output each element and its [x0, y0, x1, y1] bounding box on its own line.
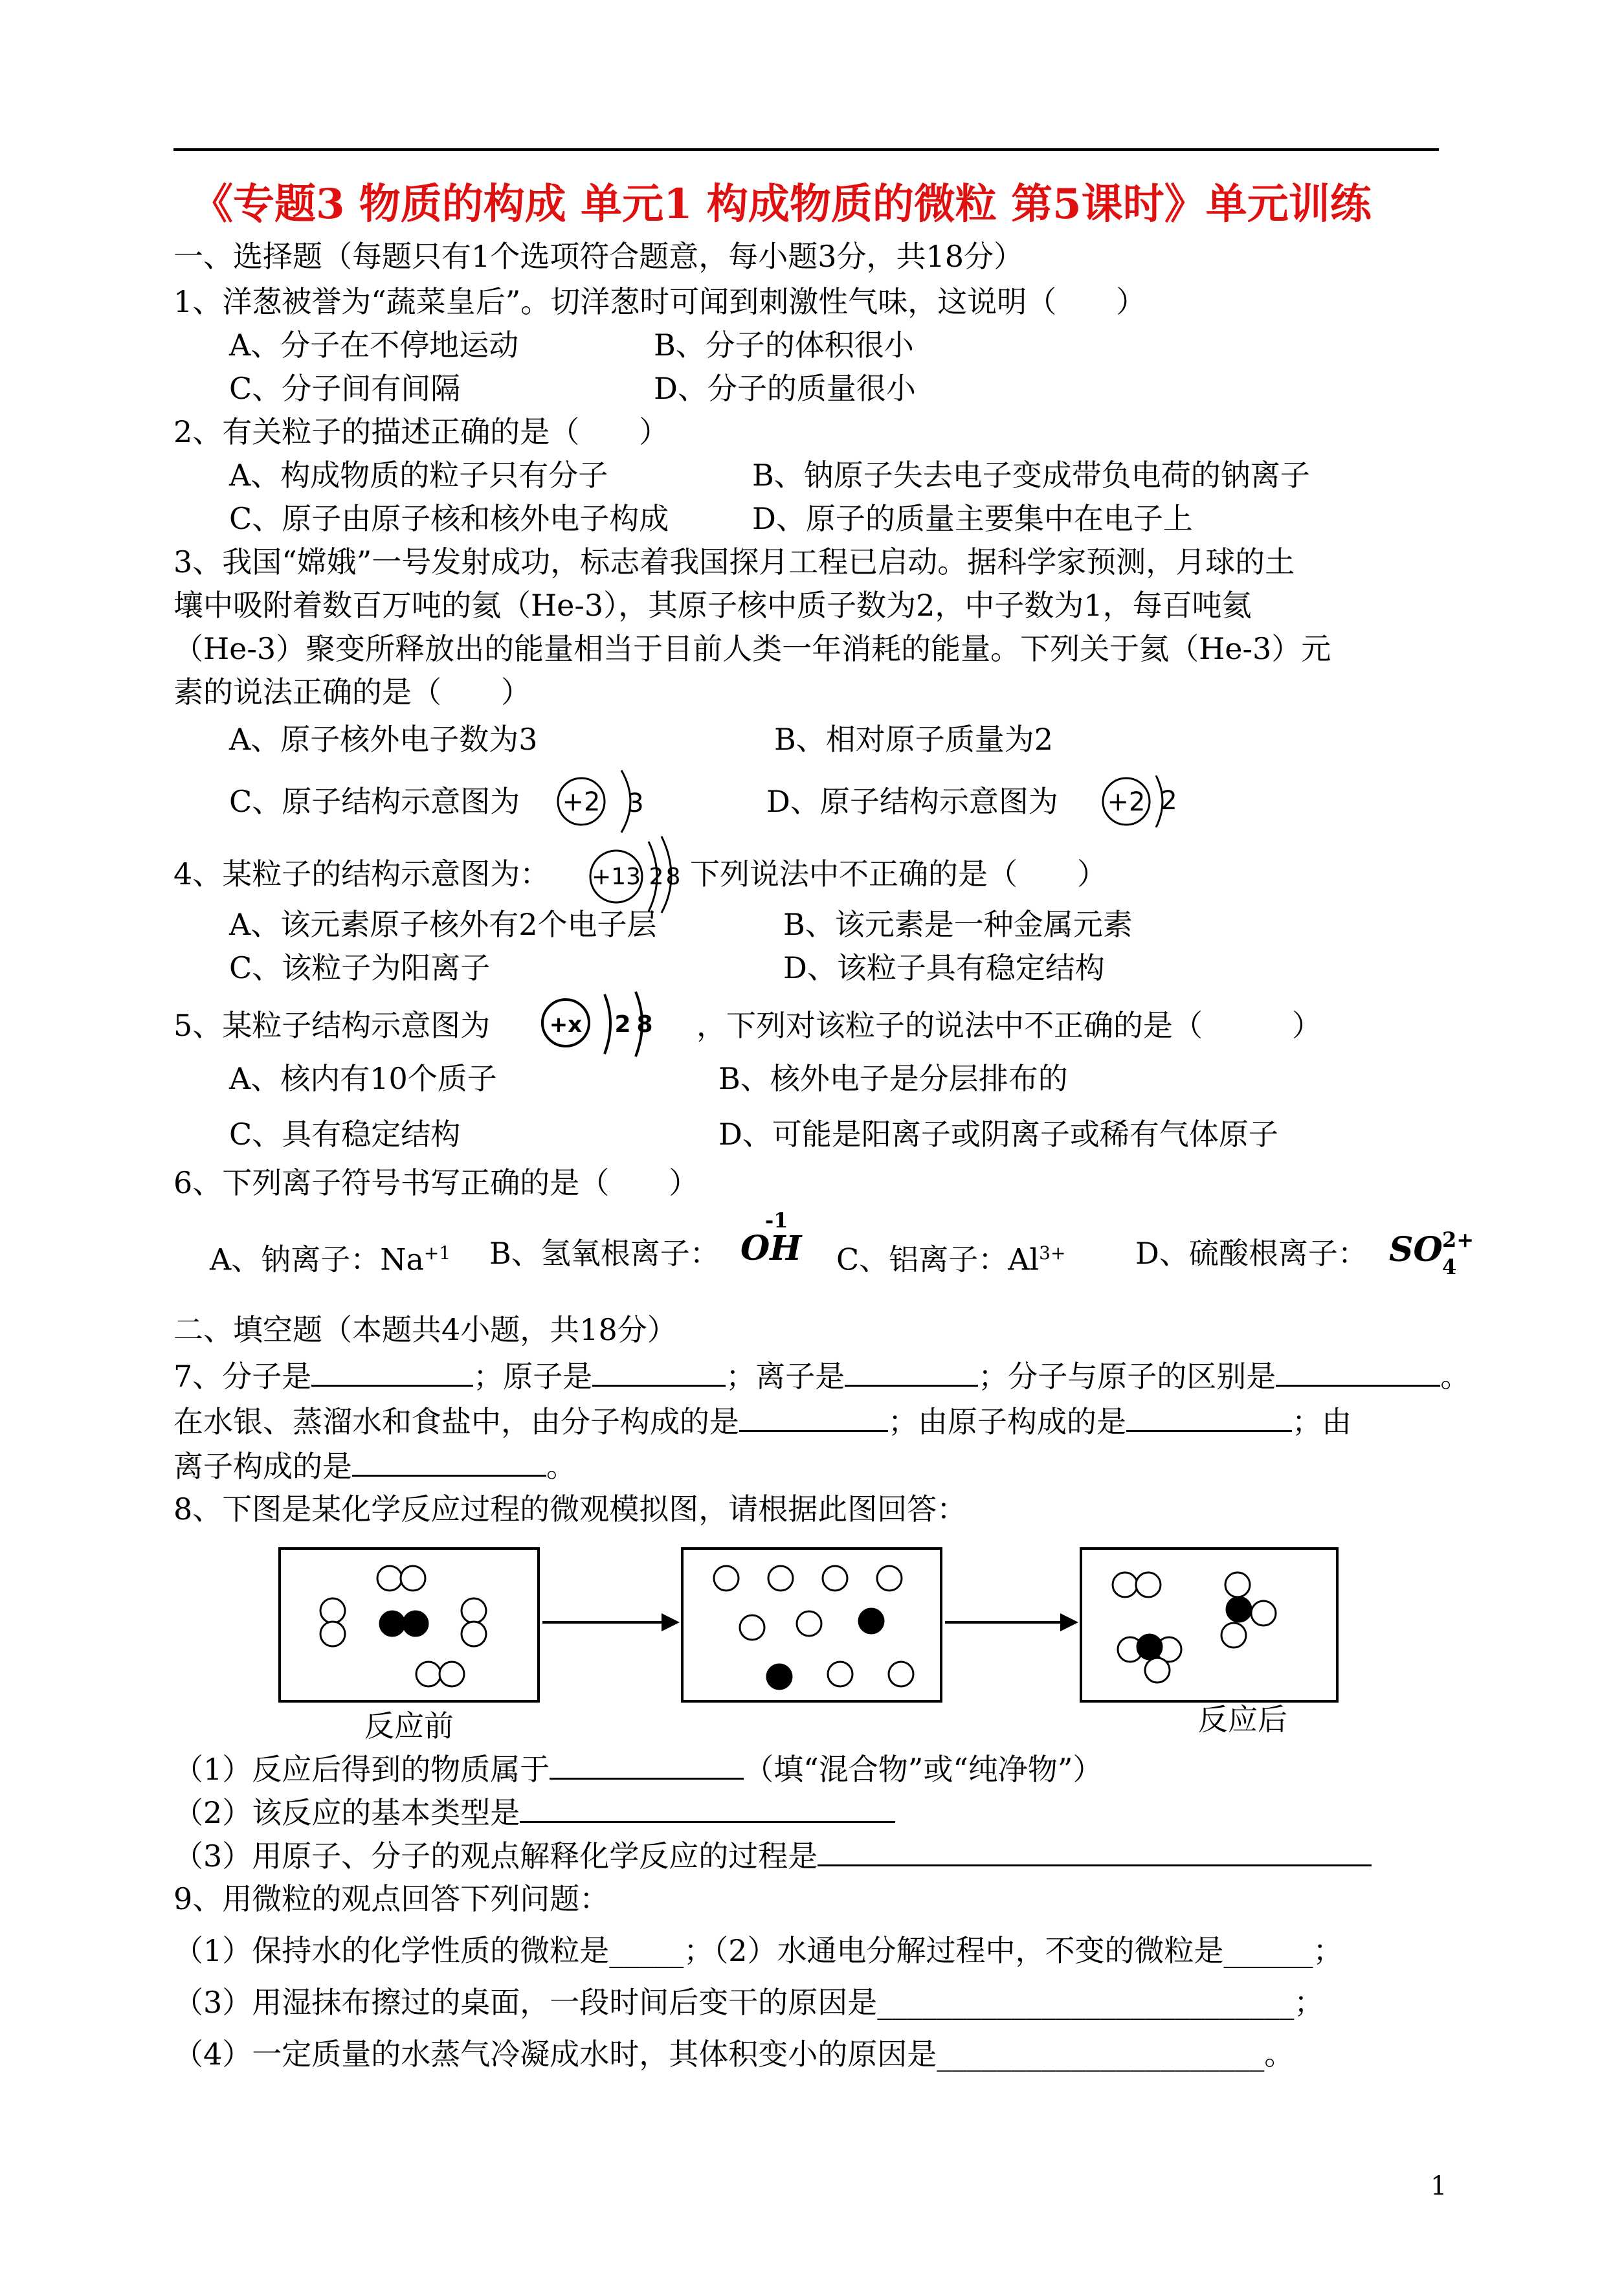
- q7-text-8: ；由: [1292, 1404, 1351, 1439]
- q1-option-c: C、分子间有间隔: [229, 371, 461, 406]
- q8-sub-2: [173, 1791, 895, 1832]
- q5-shell2-label: 8: [636, 1011, 653, 1038]
- q7-text-9: 离子构成的是: [173, 1449, 352, 1484]
- q1-option-d: D、分子的质量很小: [654, 371, 916, 406]
- top-rule: [173, 148, 1439, 151]
- q5-shell1-label: 2: [614, 1011, 631, 1038]
- q6-option-d-charge: 2+: [1442, 1227, 1474, 1252]
- q5-nucleus-label: +x: [549, 1012, 583, 1038]
- q9-sub-1-2: （1）保持水的化学性质的微粒是_____；（2）水通电分解过程中，不变的微粒是______；: [173, 1933, 1343, 1968]
- q2-option-c: C、原子由原子核和核外电子构成: [229, 501, 669, 536]
- q3-line-2: 壤中吸附着数百万吨的氦（He-3），其原子核中质子数为2，中子数为1，每百吨氦: [173, 588, 1252, 623]
- q1-stem: 1、洋葱被誉为“蔬菜皇后”。切洋葱时可闻到刺激性气味，这说明（ ）: [173, 284, 1146, 319]
- q1-option-b: B、分子的体积很小: [654, 328, 914, 363]
- q6-option-b-formula: OH: [740, 1229, 802, 1268]
- q5-option-c: C、具有稳定结构: [229, 1117, 461, 1152]
- q3-c-nucleus-label: +2: [562, 787, 601, 817]
- q8-sub-2-text: （2）该反应的基本类型是: [173, 1795, 520, 1830]
- arrow-icon: [1060, 1613, 1078, 1631]
- q7-blank-atomic[interactable]: [1126, 1400, 1292, 1432]
- q6-option-d-label: D、硫酸根离子：: [1135, 1236, 1368, 1271]
- q7-line-2: [173, 1400, 1351, 1441]
- q6-option-a-charge: +1: [423, 1242, 451, 1264]
- q7-text-4: ；分子与原子的区别是: [978, 1359, 1276, 1394]
- q4-shell2-label: 8: [665, 864, 681, 890]
- q7-blank-molecule[interactable]: [311, 1355, 473, 1387]
- q7-line-3: [173, 1445, 576, 1486]
- q2-option-d: D、原子的质量主要集中在电子上: [752, 501, 1193, 536]
- q7-blank-ionic[interactable]: [352, 1445, 546, 1477]
- q3-option-b: B、相对原子质量为2: [774, 722, 1054, 757]
- q8-blank-2[interactable]: [520, 1791, 895, 1823]
- q7-text-6: 在水银、蒸溜水和食盐中，由分子构成的是: [173, 1404, 739, 1439]
- q5-option-b: B、核外电子是分层排布的: [718, 1061, 1068, 1096]
- q7-blank-difference[interactable]: [1276, 1355, 1440, 1387]
- arrow-icon: [662, 1613, 680, 1631]
- q4-stem-start: 4、某粒子的结构示意图为：: [173, 856, 550, 891]
- section-heading-fill: 二、填空题（本题共4小题，共18分）: [173, 1312, 677, 1347]
- q7-blank-molecular[interactable]: [739, 1400, 888, 1432]
- q9-sub-4: （4）一定质量的水蒸气冷凝成水时，其体积变小的原因是______________________。: [173, 2037, 1295, 2072]
- page-title: 《专题3 物质的构成 单元1 构成物质的微粒 第5课时》单元训练: [192, 180, 1372, 229]
- q6-option-c-charge: 3+: [1039, 1242, 1066, 1264]
- q8-sub-3: [173, 1835, 1372, 1875]
- q5-option-a: A、核内有10个质子: [229, 1061, 497, 1096]
- q4-stem-end: 下列说法中不正确的是（ ）: [690, 856, 1107, 891]
- q9-sub-3: （3）用湿抹布擦过的桌面，一段时间后变干的原因是____________________________；: [173, 1985, 1324, 2020]
- q4-ion-diagram: [583, 830, 693, 914]
- q7-line-1: [173, 1355, 1470, 1396]
- q5-stem-end: ，下列对该粒子的说法中不正确的是（ ）: [696, 1008, 1322, 1043]
- q8-sub-1: [173, 1748, 1102, 1789]
- q8-blank-3[interactable]: [818, 1835, 1372, 1866]
- q5-stem-start: 5、某粒子结构示意图为: [173, 1008, 491, 1043]
- q3-d-atom-diagram: [1091, 764, 1182, 835]
- q3-c-shell-label: 3: [627, 789, 644, 818]
- q1-option-a: A、分子在不停地运动: [229, 328, 519, 363]
- q4-nucleus-label: +13: [592, 864, 641, 890]
- before-molecules: [320, 1566, 486, 1686]
- q3-option-d: D、原子结构示意图为: [766, 784, 1058, 819]
- q6-option-a-label: A、钠离子：Na: [210, 1242, 424, 1277]
- q8-sub-1-hint: （填“混合物”或“纯净物”）: [744, 1752, 1103, 1787]
- q3-line-3: （He-3）聚变所释放出的能量相当于目前人类一年消耗的能量。下列关于氦（He-3）元: [173, 631, 1331, 666]
- q7-text-7: ；由原子构成的是: [888, 1404, 1126, 1439]
- q6-option-d-formula: SO: [1389, 1230, 1443, 1270]
- q7-text-2: ；原子是: [473, 1359, 593, 1394]
- q4-option-b: B、该元素是一种金属元素: [783, 907, 1133, 942]
- q9-stem: 9、用微粒的观点回答下列问题：: [173, 1881, 610, 1916]
- label-before: 反应前: [364, 1708, 454, 1743]
- q7-text-5: 。: [1440, 1359, 1471, 1394]
- q3-option-a: A、原子核外电子数为3: [229, 722, 538, 757]
- page-number: 1: [1430, 2171, 1447, 2201]
- q5-particle-diagram: [535, 989, 664, 1060]
- q3-d-shell-label: 2: [1161, 786, 1177, 816]
- q4-option-d: D、该粒子具有稳定结构: [783, 950, 1105, 985]
- q6-option-c-label: C、铝离子：Al: [836, 1242, 1040, 1277]
- q5-option-d: D、可能是阳离子或阴离子或稀有气体原子: [718, 1117, 1278, 1152]
- q7-text-10: 。: [546, 1449, 576, 1484]
- q2-stem: 2、有关粒子的描述正确的是（ ）: [173, 414, 669, 449]
- q7-text-1: 7、分子是: [173, 1359, 312, 1394]
- label-after: 反应后: [1198, 1702, 1287, 1737]
- q3-c-atom-diagram: [524, 764, 654, 835]
- q8-stem: 8、下图是某化学反应过程的微观模拟图，请根据此图回答：: [173, 1492, 967, 1527]
- q2-option-b: B、钠原子失去电子变成带负电荷的钠离子: [752, 458, 1310, 493]
- q8-sub-3-text: （3）用原子、分子的观点解释化学反应的过程是: [173, 1839, 818, 1874]
- q3-line-4: 素的说法正确的是（ ）: [173, 675, 531, 710]
- q6-option-a: [210, 1234, 450, 1279]
- q6-option-d-subscript: 4: [1442, 1255, 1457, 1279]
- q6-option-b-overscript: -1: [765, 1208, 788, 1233]
- after-molecules: [1113, 1572, 1276, 1683]
- q6-option-b-label: B、氢氧根离子：: [489, 1236, 720, 1271]
- q7-blank-atom[interactable]: [592, 1355, 726, 1387]
- q3-d-nucleus-label: +2: [1107, 787, 1146, 817]
- after-reaction-box: [1081, 1549, 1337, 1701]
- intermediate-atoms: [714, 1566, 913, 1689]
- q7-text-3: ；离子是: [726, 1359, 845, 1394]
- q4-shell1-label: 2: [649, 864, 664, 890]
- section-heading-choice: 一、选择题（每题只有1个选项符合题意，每小题3分，共18分）: [173, 239, 1024, 274]
- q3-line-1: 3、我国“嫦娥”一号发射成功，标志着我国探月工程已启动。据科学家预测，月球的土: [173, 544, 1295, 579]
- q4-option-c: C、该粒子为阳离子: [229, 950, 491, 985]
- q6-option-c: [836, 1234, 1065, 1279]
- q4-option-a: A、该元素原子核外有2个电子层: [229, 907, 657, 942]
- q2-option-a: A、构成物质的粒子只有分子: [229, 458, 608, 493]
- q8-blank-1[interactable]: [550, 1748, 744, 1780]
- q7-blank-ion[interactable]: [845, 1355, 978, 1387]
- reaction-diagram: [272, 1541, 1346, 1748]
- q3-option-c: C、原子结构示意图为: [229, 784, 520, 819]
- q8-sub-1-text: （1）反应后得到的物质属于: [173, 1752, 550, 1787]
- q6-stem: 6、下列离子符号书写正确的是（ ）: [173, 1165, 699, 1200]
